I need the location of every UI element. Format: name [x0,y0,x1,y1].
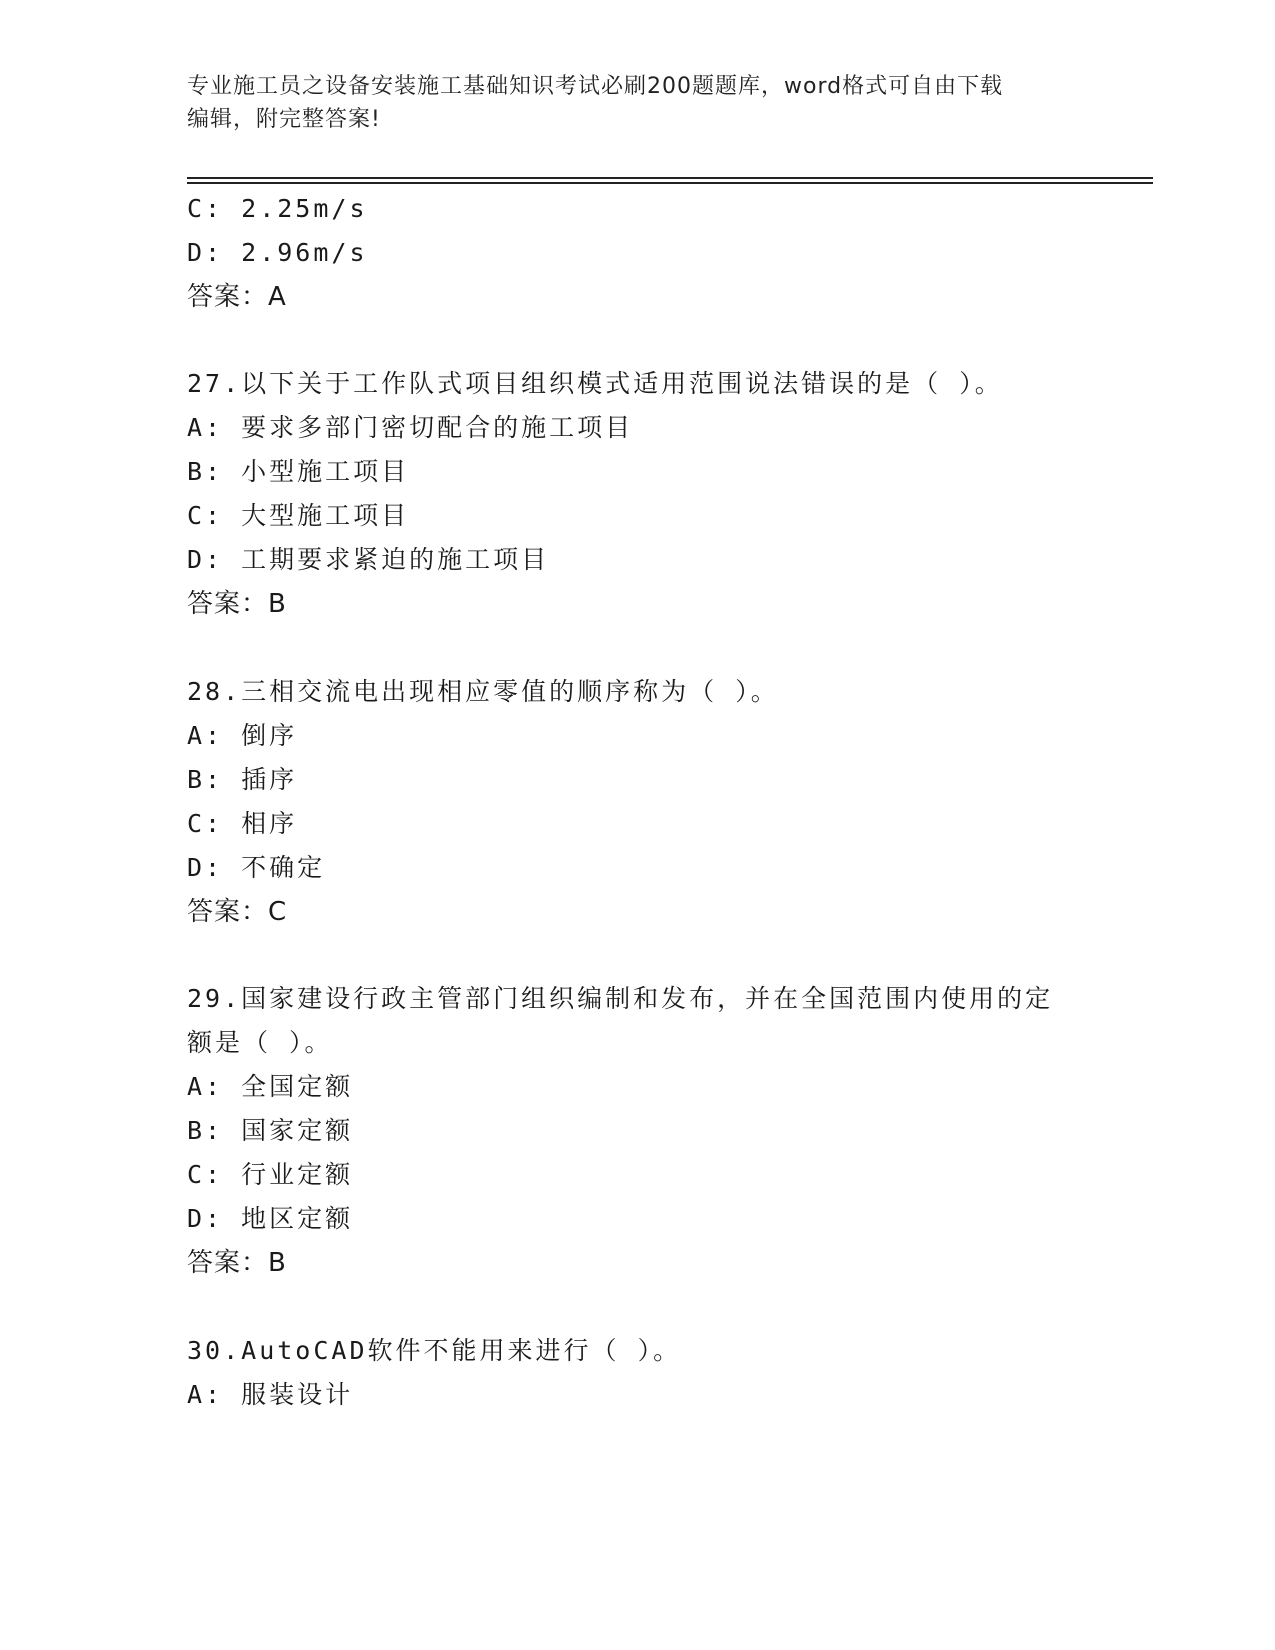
document-header [187,70,1087,136]
q28-answer: 答案：C [187,897,288,927]
q27-option-c: C: 大型施工项目 [187,501,410,530]
q26-option-c: C: 2.25m/s [187,194,368,223]
header-line-1: 专业施工员之设备安装施工基础知识考试必刷200题题库，word格式可自由下载 [187,74,1004,99]
q29-stem-line-1: 29.国家建设行政主管部门组织编制和发布，并在全国范围内使用的定 [187,984,1054,1013]
q28-option-d: D: 不确定 [187,853,326,882]
q29-option-b: B: 国家定额 [187,1116,354,1145]
header-rule-top [187,177,1153,179]
q27-answer: 答案：B [187,589,287,619]
q29-answer: 答案：B [187,1248,287,1278]
q27-option-b: B: 小型施工项目 [187,457,410,486]
header-line-2: 编辑，附完整答案! [187,107,381,132]
q27-stem: 27.以下关于工作队式项目组织模式适用范围说法错误的是（ ）。 [187,369,1003,398]
q27-option-d: D: 工期要求紧迫的施工项目 [187,545,550,574]
q26-option-d: D: 2.96m/s [187,238,368,267]
q30-option-a: A: 服装设计 [187,1380,354,1409]
q29-option-c: C: 行业定额 [187,1160,354,1189]
q27-option-a: A: 要求多部门密切配合的施工项目 [187,413,634,442]
header-rule-bottom [187,182,1153,184]
q29-stem-line-2: 额是（ ）。 [187,1028,333,1057]
q28-option-b: B: 插序 [187,765,298,794]
q28-option-c: C: 相序 [187,809,298,838]
q29-option-a: A: 全国定额 [187,1072,354,1101]
q26-answer: 答案：A [187,282,287,312]
q29-option-d: D: 地区定额 [187,1204,354,1233]
q28-stem: 28.三相交流电出现相应零值的顺序称为（ ）。 [187,677,779,706]
q28-option-a: A: 倒序 [187,721,298,750]
q30-stem: 30.AutoCAD软件不能用来进行（ ）。 [187,1336,682,1365]
